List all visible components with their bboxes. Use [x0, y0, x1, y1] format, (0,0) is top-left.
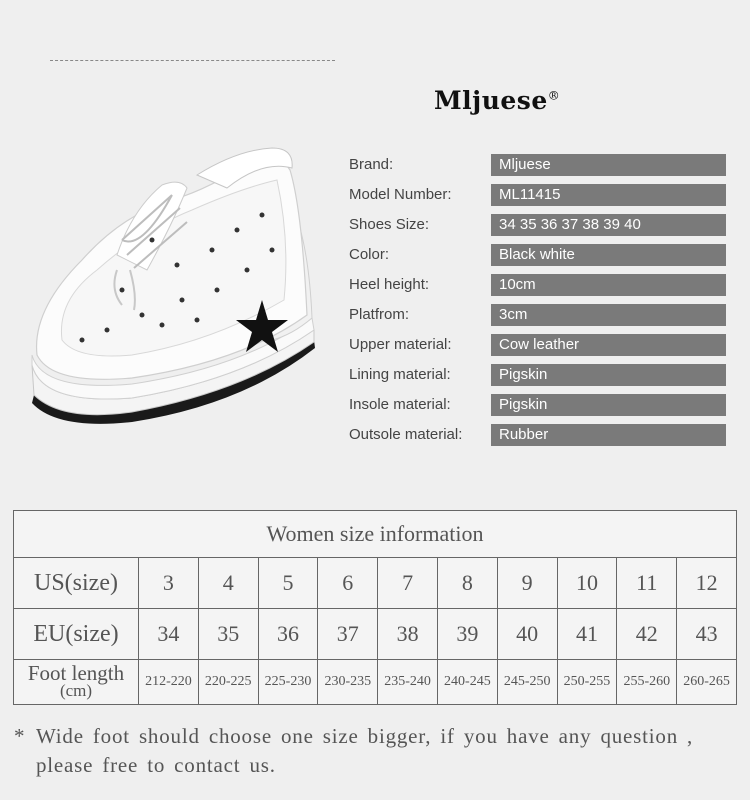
foot-length-cell: 212-220: [139, 660, 199, 705]
spec-label: Outsole material:: [349, 426, 463, 443]
decorative-dashed-line: [50, 60, 335, 61]
spec-label: Insole material:: [349, 396, 451, 413]
spec-list: [349, 154, 729, 454]
spec-value: Cow leather: [491, 334, 726, 356]
us-size-cell: 11: [617, 558, 677, 609]
foot-length-cell: 230-235: [318, 660, 378, 705]
eu-size-cell: 42: [617, 609, 677, 660]
spec-value: 10cm: [491, 274, 726, 296]
foot-length-cell: 255-260: [617, 660, 677, 705]
eu-size-cell: 43: [677, 609, 737, 660]
eu-size-cell: 40: [497, 609, 557, 660]
us-size-cell: 4: [198, 558, 258, 609]
eu-size-label: EU(size): [14, 609, 139, 660]
eu-size-cell: 36: [258, 609, 318, 660]
spec-label: Shoes Size:: [349, 216, 430, 233]
size-advice-note: [14, 722, 744, 780]
foot-length-cell: 235-240: [378, 660, 438, 705]
foot-length-row: [14, 660, 737, 705]
size-table-title-row: [14, 511, 737, 558]
eu-size-cell: 34: [139, 609, 199, 660]
foot-length-unit: (cm): [59, 681, 93, 700]
spec-value: 3cm: [491, 304, 726, 326]
foot-length-label-text: Foot length: [27, 661, 125, 685]
eu-size-row: [14, 609, 737, 660]
foot-length-cell: 240-245: [437, 660, 497, 705]
eu-size-cell: 35: [198, 609, 258, 660]
note-asterisk: *: [14, 724, 26, 748]
spec-label: Heel height:: [349, 276, 430, 293]
us-size-cell: 12: [677, 558, 737, 609]
spec-row-insole-material: [349, 394, 729, 424]
spec-label: Upper material:: [349, 336, 452, 353]
spec-row-upper-material: [349, 334, 729, 364]
brand-logo: [434, 86, 560, 115]
spec-row-outsole-material: [349, 424, 729, 454]
spec-value: ML11415: [491, 184, 726, 206]
spec-value: Pigskin: [491, 364, 726, 386]
spec-value: Black white: [491, 244, 726, 266]
eu-size-cell: 38: [378, 609, 438, 660]
us-size-row: [14, 558, 737, 609]
size-table-title: Women size information: [14, 511, 737, 558]
us-size-cell: 6: [318, 558, 378, 609]
spec-row-lining-material: [349, 364, 729, 394]
brand-logo-text: Mljuese: [434, 86, 548, 115]
foot-length-cell: 260-265: [677, 660, 737, 705]
spec-row-color: [349, 244, 729, 274]
shoe-product-image: [22, 130, 322, 430]
spec-label: Platfrom:: [349, 306, 410, 323]
us-size-label: US(size): [14, 558, 139, 609]
size-table: [13, 510, 737, 705]
eu-size-cell: 39: [437, 609, 497, 660]
spec-value: Rubber: [491, 424, 726, 446]
spec-row-shoes-size: [349, 214, 729, 244]
spec-label: Model Number:: [349, 186, 452, 203]
spec-value: Pigskin: [491, 394, 726, 416]
us-size-cell: 8: [437, 558, 497, 609]
us-size-cell: 10: [557, 558, 617, 609]
note-line-1: Wide foot should choose one size bigger, if you have any question ,: [36, 724, 694, 748]
foot-length-cell: 220-225: [198, 660, 258, 705]
eu-size-cell: 37: [318, 609, 378, 660]
us-size-cell: 3: [139, 558, 199, 609]
foot-length-cell: 245-250: [497, 660, 557, 705]
spec-value: Mljuese: [491, 154, 726, 176]
spec-value: 34 35 36 37 38 39 40: [491, 214, 726, 236]
spec-row-platform: [349, 304, 729, 334]
us-size-cell: 9: [497, 558, 557, 609]
foot-length-cell: 225-230: [258, 660, 318, 705]
foot-length-cell: 250-255: [557, 660, 617, 705]
us-size-cell: 5: [258, 558, 318, 609]
spec-row-brand: [349, 154, 729, 184]
spec-row-heel-height: [349, 274, 729, 304]
foot-length-label: [14, 660, 139, 705]
spec-label: Lining material:: [349, 366, 451, 383]
us-size-cell: 7: [378, 558, 438, 609]
note-line-2: please free to contact us.: [36, 753, 276, 777]
spec-label: Color:: [349, 246, 390, 263]
spec-row-model-number: [349, 184, 729, 214]
spec-label: Brand:: [349, 156, 394, 173]
eu-size-cell: 41: [557, 609, 617, 660]
registered-mark: ®: [547, 88, 561, 103]
